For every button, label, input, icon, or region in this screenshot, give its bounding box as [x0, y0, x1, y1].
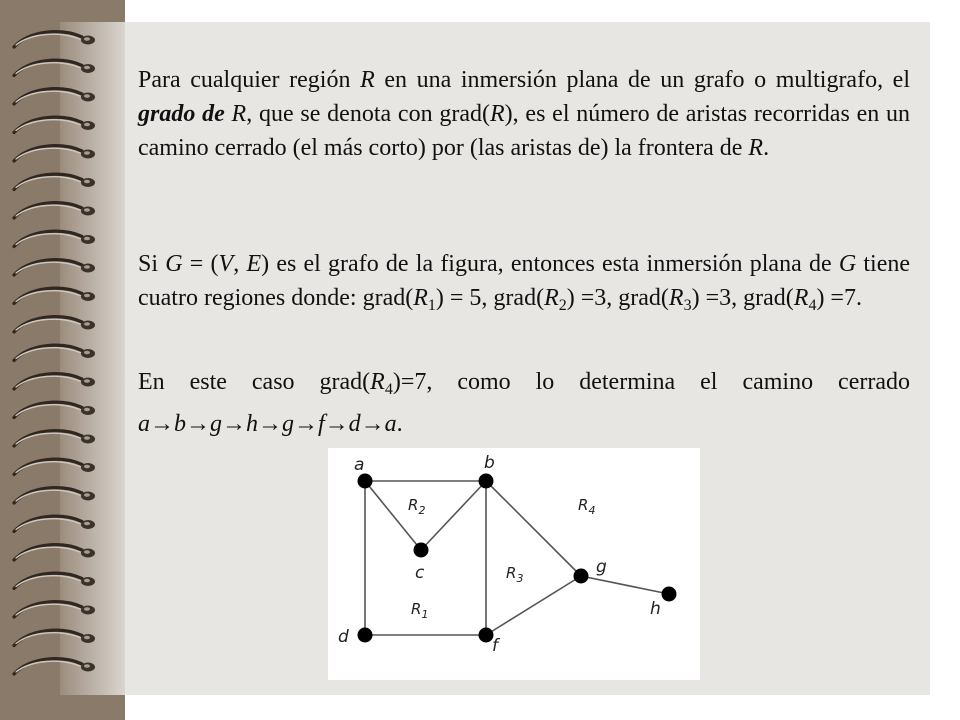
text-run: , — [233, 251, 247, 277]
vertex-d — [358, 628, 373, 643]
region-symbol: R — [544, 285, 559, 311]
spiral-ring — [14, 630, 95, 645]
region-subscript: 3 — [683, 297, 692, 314]
vertex-h — [662, 587, 677, 602]
edge-set-symbol: E — [246, 251, 262, 277]
graph-diagram — [328, 448, 700, 680]
edge-g-h — [581, 576, 669, 594]
text-run: . — [396, 411, 403, 437]
spiral-ring — [14, 146, 95, 161]
spiral-ring — [14, 288, 95, 303]
region-subscript: 1 — [427, 297, 436, 314]
spiral-ring — [14, 231, 95, 246]
spiral-binding — [0, 0, 130, 720]
text-run: ) =3, grad( — [691, 285, 794, 311]
example-paragraph — [138, 247, 910, 323]
defined-term: grado de — [138, 101, 225, 127]
spiral-ring — [14, 573, 95, 588]
region-label-R4: $R_4$ — [578, 496, 596, 517]
spiral-ring — [14, 260, 95, 275]
spiral-ring — [14, 431, 95, 446]
spiral-ring — [14, 203, 95, 218]
vertex-c — [414, 543, 429, 558]
graph-symbol: G — [165, 251, 183, 277]
text-run: Para cualquier región — [138, 67, 361, 93]
path-paragraph — [138, 365, 910, 441]
vertex-label-g: g — [596, 557, 607, 577]
region-symbol: R — [748, 135, 764, 161]
region-symbol: R — [370, 369, 385, 395]
spiral-ring — [14, 117, 95, 132]
text-run: tiene cuatro regiones donde: grad( — [138, 251, 911, 311]
edge-b-g — [486, 481, 581, 576]
graph-figure — [328, 448, 700, 680]
vertex-set-symbol: V — [218, 251, 234, 277]
region-subscript: 4 — [808, 297, 817, 314]
region-subscript: 2 — [558, 297, 567, 314]
region-symbol: R — [489, 101, 505, 127]
vertex-label-d: d — [338, 627, 349, 647]
closed-path: a→b→g→h→g→f→d→a — [138, 411, 397, 437]
region-symbol: R — [793, 285, 809, 311]
spiral-ring — [14, 60, 95, 75]
text-run: Si — [138, 251, 166, 277]
text-run: , que se denota con grad( — [246, 101, 490, 127]
spiral-ring — [14, 545, 95, 560]
vertex-label-h: h — [650, 599, 661, 619]
edge-c-b — [421, 481, 486, 550]
text-run: ) =3, grad( — [566, 285, 669, 311]
spiral-ring — [14, 32, 95, 47]
spiral-ring — [14, 659, 95, 674]
spiral-ring — [14, 488, 95, 503]
text-run: ) =7. — [816, 285, 862, 311]
text-run — [225, 101, 232, 127]
text-run: ) es el grafo de la figura, entonces esta inmersión plana de — [261, 251, 839, 277]
text-run: )=7, como lo determina el camino cerrado — [392, 369, 910, 395]
region-subscript: 4 — [384, 381, 393, 398]
vertex-g — [574, 569, 589, 584]
text-run: en una inmersión plana de un grafo o multigrafo, el — [374, 67, 911, 93]
spiral-ring — [14, 402, 95, 417]
region-symbol: R — [413, 285, 428, 311]
region-symbol: R — [668, 285, 684, 311]
graph-symbol: G — [838, 251, 857, 277]
spiral-ring — [14, 374, 95, 389]
spiral-ring — [14, 174, 95, 189]
edge-a-c — [365, 481, 421, 550]
text-run: En este caso grad( — [138, 369, 371, 395]
vertex-label-f: f — [492, 636, 498, 656]
region-label-R1: $R_1$ — [411, 600, 429, 621]
text-run: = ( — [182, 251, 219, 277]
spiral-ring — [14, 516, 95, 531]
spiral-ring — [14, 459, 95, 474]
spiral-ring — [14, 317, 95, 332]
region-symbol: R — [360, 67, 375, 93]
vertex-label-b: b — [484, 453, 495, 473]
spiral-ring — [14, 89, 95, 104]
spiral-ring — [14, 602, 95, 617]
vertex-label-a: a — [354, 455, 365, 475]
text-run: ), es el número de aristas recorridas en un camino cerrado (el más corto) por (las aristas de) la frontera de — [138, 101, 910, 161]
definition-paragraph — [138, 63, 910, 165]
region-label-R3: $R_3$ — [506, 564, 524, 585]
edge-f-g — [486, 576, 581, 635]
region-label-R2: $R_2$ — [408, 496, 426, 517]
spiral-ring — [14, 345, 95, 360]
text-run: . — [763, 135, 770, 161]
text-run: ) = 5, grad( — [435, 285, 545, 311]
vertex-b — [479, 474, 494, 489]
vertex-a — [358, 474, 373, 489]
vertex-label-c: c — [415, 563, 425, 583]
region-symbol: R — [231, 101, 247, 127]
